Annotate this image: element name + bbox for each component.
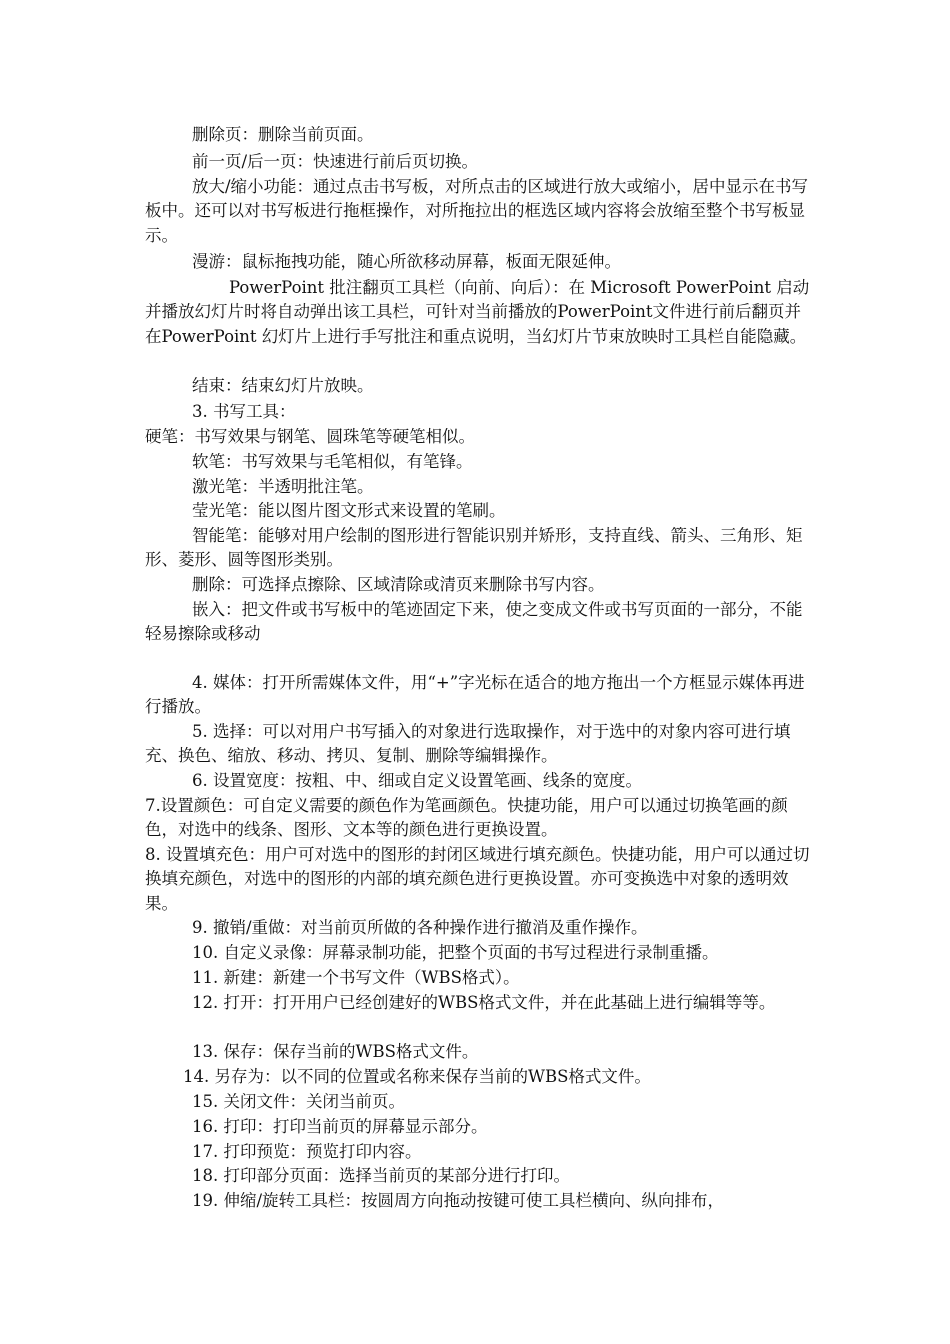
heading-writing-tools: 3. 书写工具：: [192, 402, 296, 421]
paragraph-hard-pen: 硬笔：书写效果与钢笔、圆珠笔等硬笔相似。: [145, 427, 475, 446]
paragraph-custom-recording: 10. 自定义录像：屏幕录制功能，把整个页面的书写过程进行录制重播。: [192, 943, 719, 962]
paragraph-smart-pen: 智能笔：能够对用户绘制的图形进行智能识别并矫形，支持直线、箭头、三角形、矩形、菱形、圆等图形类别。: [145, 526, 803, 570]
paragraph-zoom: 放大/缩小功能：通过点击书写板，对所点击的区域进行放大或缩小，居中显示在书写板中。还可以对书写板进行拖框操作，对所拖拉出的框选区域内容将会放缩至整个书写板显示。: [145, 177, 809, 245]
paragraph-roam: 漫游：鼠标拖拽功能，随心所欲移动屏幕，板面无限延伸。: [192, 252, 621, 271]
paragraph-prev-next-page: 前一页/后一页：快速进行前后页切换。: [192, 152, 479, 171]
paragraph-soft-pen: 软笔：书写效果与毛笔相似，有笔锋。: [192, 452, 473, 471]
paragraph-save: 13. 保存：保存当前的WBS格式文件。: [192, 1042, 479, 1061]
paragraph-print-preview: 17. 打印预览：预览打印内容。: [192, 1142, 422, 1161]
paragraph-save-as: 14. 另存为：以不同的位置或名称来保存当前的WBS格式文件。: [183, 1067, 651, 1086]
paragraph-end-show: 结束：结束幻灯片放映。: [192, 376, 374, 395]
paragraph-set-color: 7.设置颜色：可自定义需要的颜色作为笔画颜色。快捷功能，用户可以通过切换笔画的颜色，对选中的线条、图形、文本等的颜色进行更换设置。: [145, 796, 788, 840]
paragraph-undo-redo: 9. 撤销/重做：对当前页所做的各种操作进行撤消及重作操作。: [192, 918, 648, 937]
paragraph-powerpoint: PowerPoint 批注翻页工具栏（向前、向后）：在 Microsoft PowerPoint 启动并播放幻灯片时将自动弹出该工具栏，可针对当前播放的PowerPoint文件进行前后翻页并在PowerPoint 幻灯片上进行手写批注和重点说明，当幻灯片节束放映时工具栏自能隐藏。: [145, 278, 810, 346]
paragraph-open: 12. 打开：打开用户已经创建好的WBS格式文件，并在此基础上进行编辑等等。: [192, 993, 776, 1012]
paragraph-close-file: 15. 关闭文件：关闭当前页。: [192, 1092, 405, 1111]
paragraph-print-partial: 18. 打印部分页面：选择当前页的某部分进行打印。: [192, 1166, 570, 1185]
paragraph-new: 11. 新建：新建一个书写文件（WBS格式）。: [192, 968, 520, 987]
paragraph-delete-page: 删除页：删除当前页面。: [192, 125, 374, 144]
paragraph-erase: 删除：可选择点擦除、区域清除或清页来删除书写内容。: [192, 575, 605, 594]
paragraph-toolbar-rotate: 19. 伸缩/旋转工具栏：按圆周方向拖动按键可使工具栏横向、纵向排布，: [192, 1191, 725, 1210]
paragraph-embed: 嵌入：把文件或书写板中的笔迹固定下来，使之变成文件或书写页面的一部分，不能轻易擦除或移动: [145, 600, 803, 644]
paragraph-highlighter: 莹光笔：能以图片图文形式来设置的笔刷。: [192, 501, 506, 520]
paragraph-set-width: 6. 设置宽度：按粗、中、细或自定义设置笔画、线条的宽度。: [192, 771, 642, 790]
paragraph-select: 5. 选择：可以对用户书写插入的对象进行选取操作，对于选中的对象内容可进行填充、换色、缩放、移动、拷贝、复制、删除等编辑操作。: [145, 722, 791, 766]
paragraph-set-fill: 8. 设置填充色：用户可对选中的图形的封闭区域进行填充颜色。快捷功能，用户可以通过切换填充颜色，对选中的图形的内部的填充颜色进行更换设置。亦可变换选中对象的透明效果。: [145, 845, 810, 913]
paragraph-media: 4. 媒体：打开所需媒体文件，用“+”字光标在适合的地方拖出一个方框显示媒体再进行播放。: [145, 673, 805, 717]
paragraph-laser-pen: 激光笔：半透明批注笔。: [192, 477, 374, 496]
paragraph-print: 16. 打印：打印当前页的屏幕显示部分。: [192, 1117, 488, 1136]
